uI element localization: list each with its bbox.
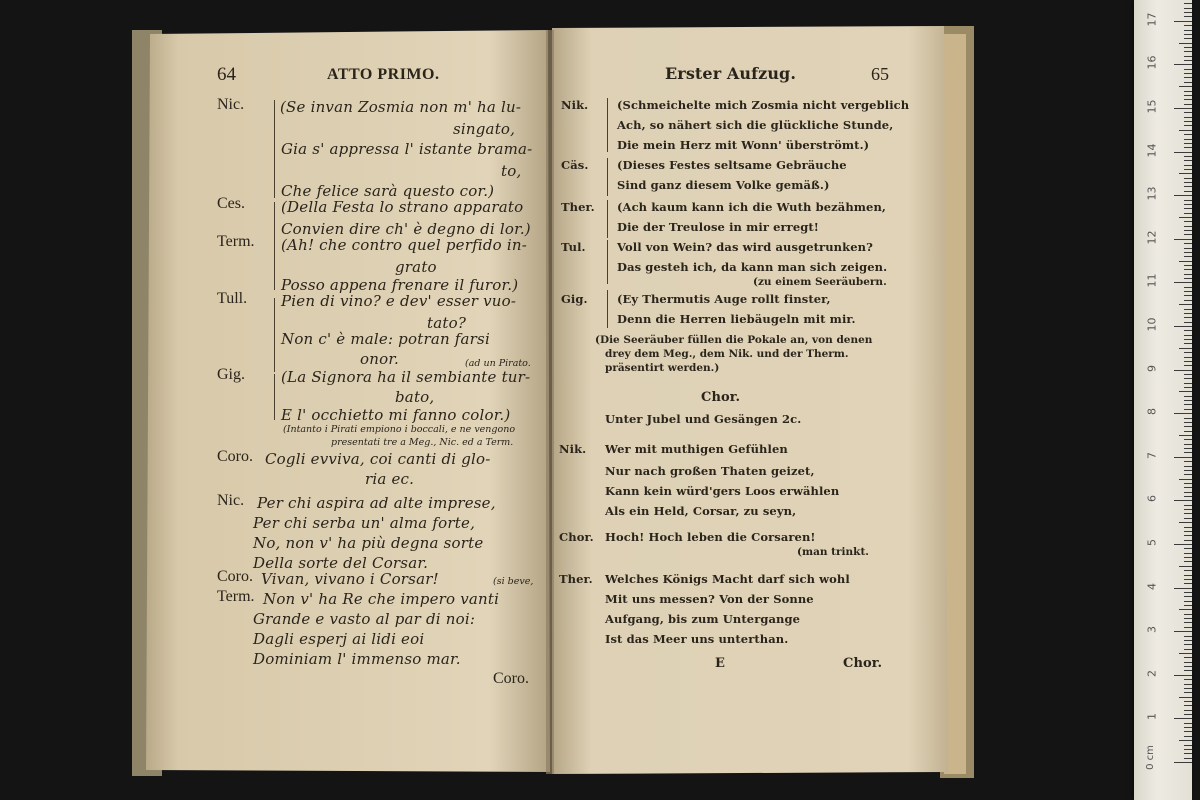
- verse-line: E l' occhietto mi fanno color.): [281, 406, 511, 424]
- ruler-tick: [1184, 3, 1192, 4]
- ruler-tick: [1184, 745, 1192, 746]
- bracket-gig: [274, 374, 275, 420]
- ruler-tick: [1184, 701, 1192, 702]
- ruler-tick: [1184, 47, 1192, 48]
- verse-line: Per chi serba un' alma forte,: [253, 514, 476, 532]
- ruler-tick: [1174, 544, 1192, 545]
- ruler-tick: [1174, 588, 1192, 589]
- ruler-tick: [1184, 313, 1192, 314]
- ruler-tick: [1184, 265, 1192, 266]
- ruler-tick: [1184, 352, 1192, 353]
- ruler-tick: [1184, 16, 1192, 17]
- speaker-label: Term.: [217, 233, 255, 250]
- ruler-tick: [1179, 609, 1192, 610]
- speaker-label: Ther.: [561, 200, 595, 214]
- stage-direction: (Die Seeräuber füllen die Pokale an, von denen: [595, 334, 873, 346]
- ruler-tick: [1184, 452, 1192, 453]
- verse-line: Die der Treulose in mir erregt!: [617, 220, 819, 234]
- ruler-tick: [1184, 535, 1192, 536]
- ruler-tick: [1184, 139, 1192, 140]
- stage-direction: presentati tre a Meg., Nic. ed a Term.: [331, 437, 514, 448]
- ruler-tick: [1184, 657, 1192, 658]
- ruler-tick: [1184, 82, 1192, 83]
- verse-line: No, non v' ha più degna sorte: [253, 534, 484, 552]
- ruler-tick: [1184, 509, 1192, 510]
- ruler-tick: [1184, 404, 1192, 405]
- ruler-tick: [1184, 692, 1192, 693]
- ruler-tick: [1179, 43, 1192, 44]
- ruler-tick: [1184, 73, 1192, 74]
- verse-line: (Schmeichelte mich Zosmia nicht vergeblich: [617, 98, 910, 112]
- ruler-number: 17: [1145, 12, 1159, 27]
- ruler-tick: [1184, 596, 1192, 597]
- ruler-number: 7: [1145, 451, 1159, 459]
- ruler-tick: [1179, 740, 1192, 741]
- verse-line: ria ec.: [365, 470, 415, 488]
- speaker-label: Gig.: [561, 292, 588, 306]
- verse-line: Nur nach großen Thaten geizet,: [605, 464, 815, 478]
- ruler-tick: [1184, 169, 1192, 170]
- verse-line: Welches Königs Macht darf sich wohl: [605, 572, 850, 586]
- ruler-tick: [1184, 269, 1192, 270]
- ruler-tick: [1184, 439, 1192, 440]
- ruler-tick: [1184, 466, 1192, 467]
- ruler-tick: [1184, 496, 1192, 497]
- verse-line: Grande e vasto al par di noi:: [253, 610, 476, 628]
- ruler-tick: [1174, 152, 1192, 153]
- ruler-tick: [1179, 653, 1192, 654]
- ruler-number: 10: [1145, 317, 1159, 332]
- ruler-tick: [1174, 631, 1192, 632]
- ruler-tick: [1184, 330, 1192, 331]
- ruler-tick: [1184, 274, 1192, 275]
- verse-line: to,: [501, 162, 522, 180]
- verse-line: Kann kein würd'gers Loos erwählen: [605, 484, 840, 498]
- ruler-tick: [1179, 173, 1192, 174]
- ruler-tick: [1184, 121, 1192, 122]
- left-page: [165, 36, 549, 772]
- ruler-tick: [1184, 343, 1192, 344]
- verse-line: grato: [395, 258, 437, 276]
- ruler-number: 2: [1145, 669, 1159, 677]
- running-head-right: Erster Aufzug.: [665, 64, 797, 83]
- verse-line: (Ach kaum kann ich die Wuth bezähmen,: [617, 200, 887, 214]
- speaker-label: Term.: [217, 588, 255, 605]
- ruler-tick: [1174, 326, 1192, 327]
- ruler-number: 1: [1145, 713, 1159, 721]
- ruler-tick: [1179, 697, 1192, 698]
- verse-line: bato,: [395, 388, 435, 406]
- ruler-tick: [1184, 583, 1192, 584]
- ruler-tick: [1184, 95, 1192, 96]
- ruler-tick: [1184, 487, 1192, 488]
- verse-line: Hoch! Hoch leben die Corsaren!: [605, 530, 816, 544]
- ruler-tick: [1179, 304, 1192, 305]
- ruler-tick: [1184, 278, 1192, 279]
- ruler-tick: [1184, 483, 1192, 484]
- ruler-tick: [1174, 413, 1192, 414]
- ruler-tick: [1184, 579, 1192, 580]
- ruler-tick: [1184, 208, 1192, 209]
- verse-line: (Se invan Zosmia non m' ha lu-: [280, 98, 522, 116]
- verse-line: Dominiam l' immenso mar.: [253, 650, 461, 668]
- ruler-tick: [1184, 622, 1192, 623]
- speaker-label: Gig.: [217, 366, 245, 383]
- ruler-tick: [1174, 195, 1192, 196]
- ruler-number: 16: [1145, 55, 1159, 70]
- bracket-tul: [607, 240, 608, 284]
- ruler-tick: [1184, 749, 1192, 750]
- verse-line: onor.: [360, 350, 400, 368]
- verse-line: Mit uns messen? Von der Sonne: [605, 592, 814, 606]
- speaker-label: Tul.: [561, 240, 586, 254]
- ruler-tick: [1179, 261, 1192, 262]
- ruler-tick: [1184, 474, 1192, 475]
- verse-line: Non c' è male: potran farsi: [281, 330, 490, 348]
- ruler-tick: [1184, 287, 1192, 288]
- bracket-ther: [607, 200, 608, 238]
- ruler-tick: [1184, 104, 1192, 105]
- speaker-label: Tull.: [217, 290, 248, 307]
- ruler-tick: [1184, 291, 1192, 292]
- ruler-tick: [1184, 448, 1192, 449]
- ruler-tick: [1184, 513, 1192, 514]
- ruler-tick: [1184, 25, 1192, 26]
- speaker-label: Ther.: [559, 572, 593, 586]
- ruler-tick: [1184, 662, 1192, 663]
- ruler-tick: [1184, 540, 1192, 541]
- ruler-tick: [1184, 125, 1192, 126]
- ruler-tick: [1184, 618, 1192, 619]
- ruler-tick: [1184, 731, 1192, 732]
- catchword-left: Coro.: [493, 670, 529, 687]
- ruler-tick: [1184, 34, 1192, 35]
- ruler-tick: [1184, 605, 1192, 606]
- ruler-tick: [1174, 108, 1192, 109]
- ruler-tick: [1174, 239, 1192, 240]
- ruler-tick: [1184, 365, 1192, 366]
- ruler-tick: [1184, 561, 1192, 562]
- ruler-tick: [1184, 505, 1192, 506]
- catchword-right: Chor.: [843, 656, 883, 671]
- verse-line: Die mein Herz mit Wonn' überströmt.): [617, 138, 870, 152]
- ruler-tick: [1184, 226, 1192, 227]
- ruler-tick: [1184, 8, 1192, 9]
- aside-note: (ad un Pirato.: [465, 358, 531, 369]
- ruler-tick: [1184, 470, 1192, 471]
- ruler-tick: [1179, 86, 1192, 87]
- verse-line: singato,: [453, 120, 516, 138]
- ruler-tick: [1184, 670, 1192, 671]
- ruler-tick: [1184, 422, 1192, 423]
- ruler-number: 12: [1145, 230, 1159, 245]
- ruler-tick: [1184, 548, 1192, 549]
- verse-line: Gia s' appressa l' istante brama-: [281, 140, 533, 158]
- speaker-label: Coro.: [217, 448, 253, 465]
- ruler-tick: [1174, 64, 1192, 65]
- ruler-tick: [1179, 522, 1192, 523]
- bracket-ces: [274, 202, 275, 244]
- ruler-tick: [1184, 322, 1192, 323]
- ruler-number: 11: [1145, 273, 1159, 288]
- ruler-number: 8: [1145, 408, 1159, 416]
- bracket-tull: [274, 298, 275, 372]
- ruler-tick: [1184, 60, 1192, 61]
- ruler-tick: [1184, 295, 1192, 296]
- ruler-number: 15: [1145, 99, 1159, 114]
- page-number-right: 65: [871, 64, 889, 84]
- bracket-term: [274, 240, 275, 290]
- verse-line: Unter Jubel und Gesängen 2c.: [605, 412, 802, 426]
- verse-line: Della sorte del Corsar.: [253, 554, 429, 572]
- speaker-label: Chor.: [559, 530, 594, 544]
- bracket-caes: [607, 158, 608, 196]
- verse-line: Das gesteh ich, da kann man sich zeigen.: [617, 260, 888, 274]
- stage-direction: präsentirt werden.): [605, 362, 720, 374]
- ruler-tick: [1174, 282, 1192, 283]
- ruler-tick: [1184, 644, 1192, 645]
- ruler-tick: [1184, 143, 1192, 144]
- speaker-label: Nik.: [561, 98, 589, 112]
- ruler-tick: [1184, 636, 1192, 637]
- verse-line: Posso appena frenare il furor.): [281, 276, 519, 294]
- verse-line: (Ey Thermutis Auge rollt finster,: [617, 292, 831, 306]
- ruler-tick: [1179, 435, 1192, 436]
- ruler-tick: [1174, 675, 1192, 676]
- ruler-tick: [1174, 21, 1192, 22]
- ruler-tick: [1184, 300, 1192, 301]
- ruler-tick: [1184, 186, 1192, 187]
- ruler-tick: [1184, 317, 1192, 318]
- ruler-number: 14: [1145, 143, 1159, 158]
- ruler-tick: [1184, 12, 1192, 13]
- speaker-label: Ces.: [217, 195, 245, 212]
- ruler-tick: [1184, 178, 1192, 179]
- ruler-tick: [1184, 38, 1192, 39]
- bracket-nik: [607, 98, 608, 152]
- ruler-tick: [1184, 243, 1192, 244]
- ruler-tick: [1184, 221, 1192, 222]
- verse-line: Als ein Held, Corsar, zu seyn,: [605, 504, 797, 518]
- ruler-tick: [1184, 383, 1192, 384]
- verse-line: Aufgang, bis zum Untergange: [605, 612, 801, 626]
- ruler-tick: [1184, 409, 1192, 410]
- ruler-tick: [1184, 461, 1192, 462]
- ruler-tick: [1174, 370, 1192, 371]
- ruler-tick: [1184, 705, 1192, 706]
- ruler-tick: [1184, 688, 1192, 689]
- ruler-tick: [1184, 91, 1192, 92]
- ruler-tick: [1184, 182, 1192, 183]
- ruler-tick: [1184, 758, 1192, 759]
- ruler-tick: [1184, 361, 1192, 362]
- bracket-nic: [274, 100, 275, 198]
- ruler-tick: [1184, 592, 1192, 593]
- ruler-tick: [1179, 348, 1192, 349]
- ruler-number: 5: [1145, 539, 1159, 546]
- chor-heading: Chor.: [701, 390, 741, 405]
- ruler-tick: [1184, 99, 1192, 100]
- ruler-tick: [1184, 518, 1192, 519]
- ruler-tick: [1184, 714, 1192, 715]
- verse-line: Denn die Herren liebäugeln mit mir.: [617, 312, 856, 326]
- verse-line: Pien di vino? e dev' esser vuo-: [281, 292, 517, 310]
- ruler-tick: [1184, 492, 1192, 493]
- ruler-number: 13: [1145, 186, 1159, 201]
- signature-mark: E: [715, 656, 726, 671]
- ruler-tick: [1184, 601, 1192, 602]
- stage-direction: (Intanto i Pirati empiono i boccali, e ne vengono: [283, 424, 516, 435]
- speaker-label: Nic.: [217, 492, 245, 509]
- ruler-tick: [1179, 391, 1192, 392]
- ruler-tick: [1184, 378, 1192, 379]
- verse-line: Non v' ha Re che impero vanti: [263, 590, 500, 608]
- ruler-tick: [1184, 30, 1192, 31]
- verse-line: (Dieses Festes seltsame Gebräuche: [617, 158, 847, 172]
- ruler-tick: [1179, 566, 1192, 567]
- ruler-tick: [1184, 234, 1192, 235]
- ruler-tick: [1184, 727, 1192, 728]
- ruler-tick: [1184, 374, 1192, 375]
- ruler-tick: [1184, 69, 1192, 70]
- running-head-left: ATTO PRIMO.: [327, 66, 440, 83]
- ruler-tick: [1184, 570, 1192, 571]
- ruler-tick: [1174, 718, 1192, 719]
- ruler-tick: [1184, 649, 1192, 650]
- speaker-label: Coro.: [217, 568, 253, 585]
- verse-line: (La Signora ha il sembiante tur-: [281, 368, 531, 386]
- ruler-tick: [1184, 723, 1192, 724]
- ruler-tick: [1174, 457, 1192, 458]
- ruler-tick: [1184, 77, 1192, 78]
- ruler-tick: [1184, 213, 1192, 214]
- ruler-tick: [1184, 736, 1192, 737]
- verse-line: Ach, so nähert sich die glückliche Stunde,: [617, 118, 894, 132]
- ruler-tick: [1184, 614, 1192, 615]
- ruler-tick: [1179, 130, 1192, 131]
- ruler-tick: [1184, 256, 1192, 257]
- ruler-tick: [1184, 418, 1192, 419]
- verse-line: Cogli evviva, coi canti di glo-: [265, 450, 491, 468]
- ruler-tick: [1184, 527, 1192, 528]
- aside-note: (zu einem Seeräubern.: [753, 276, 887, 288]
- ruler-tick: [1184, 51, 1192, 52]
- ruler-tick: [1174, 762, 1192, 763]
- stage-direction: drey dem Meg., dem Nik. und der Therm.: [605, 348, 849, 360]
- verse-line: Wer mit muthigen Gefühlen: [605, 442, 788, 456]
- ruler-tick: [1184, 335, 1192, 336]
- ruler-tick: [1179, 479, 1192, 480]
- speaker-label: Nic.: [217, 96, 245, 113]
- ruler-tick: [1184, 553, 1192, 554]
- ruler-tick: [1184, 191, 1192, 192]
- ruler-number: 6: [1145, 495, 1159, 503]
- ruler-tick: [1184, 147, 1192, 148]
- measuring-ruler: [1134, 0, 1192, 800]
- verse-line: (Della Festa lo strano apparato: [281, 198, 524, 216]
- ruler-number: 3: [1145, 626, 1159, 634]
- ruler-tick: [1184, 431, 1192, 432]
- verse-line: Ist das Meer uns unterthan.: [605, 632, 789, 646]
- ruler-tick: [1184, 204, 1192, 205]
- ruler-tick: [1184, 230, 1192, 231]
- ruler-tick: [1184, 357, 1192, 358]
- ruler-tick: [1179, 217, 1192, 218]
- ruler-tick: [1184, 112, 1192, 113]
- speaker-label: Nik.: [559, 442, 587, 456]
- ruler-tick: [1184, 248, 1192, 249]
- ruler-tick: [1184, 575, 1192, 576]
- ruler-tick: [1184, 396, 1192, 397]
- ruler-tick: [1184, 679, 1192, 680]
- page-number-left: 64: [217, 64, 236, 85]
- ruler-tick: [1184, 640, 1192, 641]
- aside-note: (man trinkt.: [797, 546, 869, 558]
- verse-line: Voll von Wein? das wird ausgetrunken?: [617, 240, 873, 254]
- ruler-tick: [1184, 252, 1192, 253]
- ruler-tick: [1184, 156, 1192, 157]
- verse-line: tato?: [427, 314, 467, 332]
- verse-line: Dagli esperj ai lidi eoi: [253, 630, 425, 648]
- bracket-gig-de: [607, 290, 608, 328]
- ruler-tick: [1184, 134, 1192, 135]
- verse-line: (Ah! che contro quel perfido in-: [281, 236, 527, 254]
- ruler-tick: [1184, 684, 1192, 685]
- ruler-tick: [1184, 627, 1192, 628]
- ruler-tick: [1174, 500, 1192, 501]
- ruler-tick: [1184, 557, 1192, 558]
- verse-line: Vivan, vivano i Corsar!: [261, 570, 439, 588]
- ruler-unit-label: 0 cm: [1144, 745, 1156, 770]
- ruler-number: 9: [1145, 364, 1159, 372]
- right-page: [555, 28, 943, 772]
- verse-line: Che felice sarà questo cor.): [281, 182, 495, 200]
- ruler-tick: [1184, 710, 1192, 711]
- ruler-tick: [1184, 160, 1192, 161]
- speaker-label: Cäs.: [561, 158, 589, 172]
- verse-line: Sind ganz diesem Volke gemäß.): [617, 178, 830, 192]
- ruler-tick: [1184, 426, 1192, 427]
- ruler-tick: [1184, 444, 1192, 445]
- ruler-tick: [1184, 531, 1192, 532]
- verse-line: Per chi aspira ad alte imprese,: [257, 494, 496, 512]
- ruler-tick: [1184, 56, 1192, 57]
- ruler-tick: [1184, 387, 1192, 388]
- ruler-tick: [1184, 753, 1192, 754]
- ruler-number: 4: [1145, 582, 1159, 590]
- verse-line: Convien dire ch' è degno di lor.): [281, 220, 531, 238]
- ruler-tick: [1184, 117, 1192, 118]
- ruler-tick: [1184, 200, 1192, 201]
- ruler-tick: [1184, 339, 1192, 340]
- ruler-tick: [1184, 666, 1192, 667]
- aside-note: (si beve,: [493, 576, 534, 587]
- ruler-tick: [1184, 165, 1192, 166]
- ruler-tick: [1184, 400, 1192, 401]
- ruler-tick: [1184, 309, 1192, 310]
